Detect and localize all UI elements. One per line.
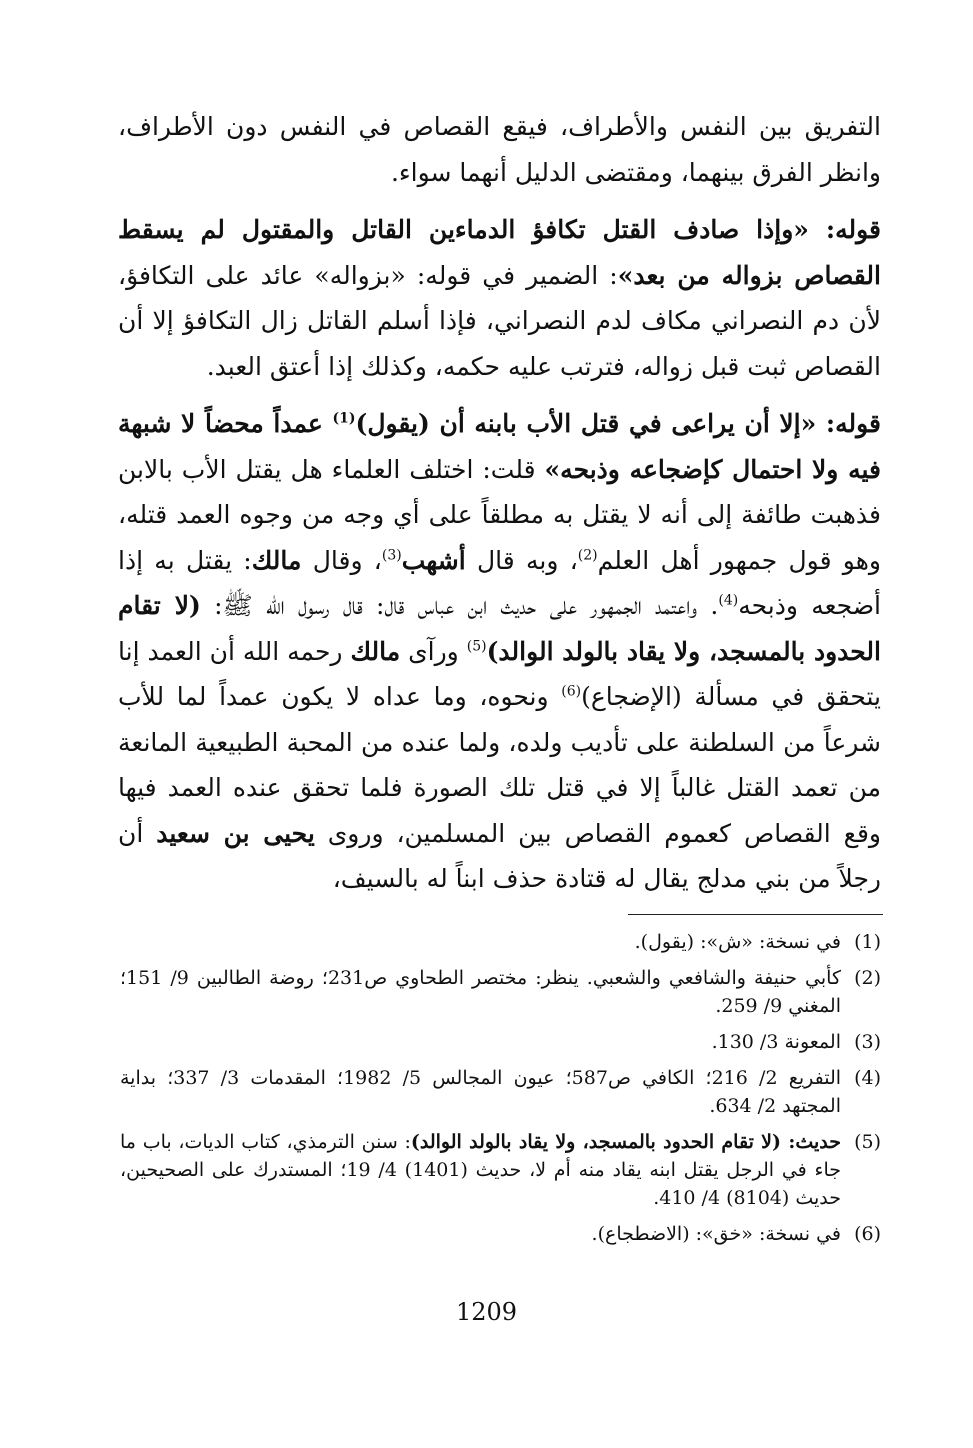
hadith-quote: (لا تقام الحدود بالمسجد، ولا يقاد بالولد الوالد) bbox=[118, 591, 881, 666]
footnote-number: (3) bbox=[854, 1031, 881, 1053]
footnote-ref-4: (4) bbox=[718, 592, 739, 609]
footnote-ref-2: (2) bbox=[577, 547, 598, 564]
paragraph-3-text-1: قلت: اختلف العلماء هل يقتل الأب بالابن فذهبت طائفة إلى أنه لا يقتل به مطلقاً على أي وجه من وجوه العمد قتله، وهو قول جمهور أهل العلم bbox=[118, 454, 881, 575]
footnote-hadith-title: حديث: (لا تقام الحدود بالمسجد، ولا يقاد بالولد الوالد) bbox=[410, 1131, 841, 1153]
footnote-number: (4) bbox=[854, 1067, 881, 1089]
footnote-item bbox=[120, 1220, 881, 1248]
footnote-text: في نسخة: «خق»: (الاضطجاع). bbox=[591, 1223, 841, 1245]
main-text bbox=[118, 104, 881, 902]
footnote-hadith-sources: : سنن الترمذي، كتاب الديات، باب ما جاء في الرجل يقتل ابنه يقاد منه أم لا، حديث (1401) 4/ 19؛ المستدرك على الصحيحين، حديث (8104) 4/ 410. bbox=[120, 1131, 841, 1209]
footnote-number: (6) bbox=[854, 1223, 881, 1245]
footnote-ref-6: (6) bbox=[561, 683, 582, 700]
paragraph-3-text-4: : يقتل به إذا أضجعه وذبحه bbox=[118, 545, 881, 620]
footnote-number: (2) bbox=[854, 967, 881, 989]
footnote-item bbox=[120, 1028, 881, 1056]
paragraph-3-text-3: ، وقال bbox=[301, 545, 382, 575]
footnote-ref-3: (3) bbox=[381, 547, 402, 564]
name-malik: مالك bbox=[251, 545, 302, 575]
name-ashhab: أشهب bbox=[401, 545, 466, 575]
paragraph-1 bbox=[118, 104, 881, 195]
footnote-ref-1: (1) bbox=[332, 410, 356, 427]
footnote-text: كأبي حنيفة والشافعي والشعبي. ينظر: مختصر الطحاوي ص231؛ روضة الطالبين 9/ 151؛ المغني 9/ 259. bbox=[120, 967, 841, 1017]
footnote-text: التفريع 2/ 216؛ الكافي ص587؛ عيون المجالس 5/ 1982؛ المقدمات 3/ 337؛ بداية المجتهد 2/ 634. bbox=[120, 1067, 842, 1117]
page-number: 1209 bbox=[455, 1298, 518, 1326]
paragraph-3-text-6: ورآى bbox=[400, 636, 467, 666]
paragraph-2-quote: قوله: «وإذا صادف القتل تكافؤ الدماءين القاتل والمقتول لم يسقط القصاص بزواله من بعد» bbox=[118, 215, 881, 290]
footnote-text: المعونة 3/ 130. bbox=[711, 1031, 841, 1053]
paragraph-3-quote-end: عمداً محضاً لا شبهة فيه ولا احتمال كإضجاعه وذبحه» bbox=[118, 409, 881, 484]
footnote-ref-5: (5) bbox=[466, 638, 487, 655]
paragraph-3-text-2: ، وبه قال bbox=[465, 545, 578, 575]
paragraph-3-text-7: رحمه الله أن العمد إنا يتحقق في مسألة (الإضجاع) bbox=[118, 636, 881, 711]
footnote-item bbox=[120, 1128, 881, 1212]
footnote-separator bbox=[628, 914, 883, 915]
paragraph-3-text-5: . واعتمد الجمهور على حديث ابن عباس قال: قال رسول الله ﷺ: bbox=[200, 591, 719, 620]
paragraph-3-quote-start: قوله: «إلا أن يراعى في قتل الأب بابنه أن (يقول) bbox=[355, 409, 881, 438]
paragraph-2-text: : الضمير في قوله: «بزواله» عائد على التكافؤ، لأن دم النصراني مكاف لدم النصراني، فإذا أسلم القاتل زال التكافؤ إلا أن القصاص ثبت قبل زواله، فترتب عليه حكمه، وكذلك إذا أعتق العبد. bbox=[118, 260, 881, 381]
footnote-number: (5) bbox=[854, 1131, 881, 1153]
footnote-item bbox=[120, 928, 881, 956]
paragraph-2 bbox=[118, 207, 881, 389]
name-yahya-bin-said: يحيى بن سعيد bbox=[156, 818, 315, 848]
paragraph-3-text-8: ونحوه، وما عداه لا يكون عمداً لما للأب شرعاً من السلطنة على تأديب ولده، ولما عنده من المحبة الطبيعية المانعة من تعمد القتل غالباً إلا في قتل تلك الصورة فلما تحقق عنده العمد فيها وقع القصاص كعموم القصاص بين المسلمين، وروى bbox=[118, 682, 881, 848]
name-malik-2: مالك bbox=[350, 636, 401, 666]
paragraph-1-text: التفريق بين النفس والأطراف، فيقع القصاص في النفس دون الأطراف، وانظر الفرق بينهما، ومقتضى الدليل أنهما سواء. bbox=[118, 112, 881, 187]
footnote-item bbox=[120, 1064, 881, 1120]
footnote-number: (1) bbox=[854, 931, 881, 953]
footnote-text: في نسخة: «ش»: (يقول). bbox=[634, 931, 841, 953]
paragraph-3 bbox=[118, 401, 881, 902]
footnote-text bbox=[120, 1128, 841, 1212]
footnotes bbox=[120, 928, 881, 1256]
paragraph-3-text-9: أن رجلاً من بني مدلج يقال له قتادة حذف ابناً له بالسيف، bbox=[118, 818, 881, 893]
footnote-item bbox=[120, 964, 881, 1020]
